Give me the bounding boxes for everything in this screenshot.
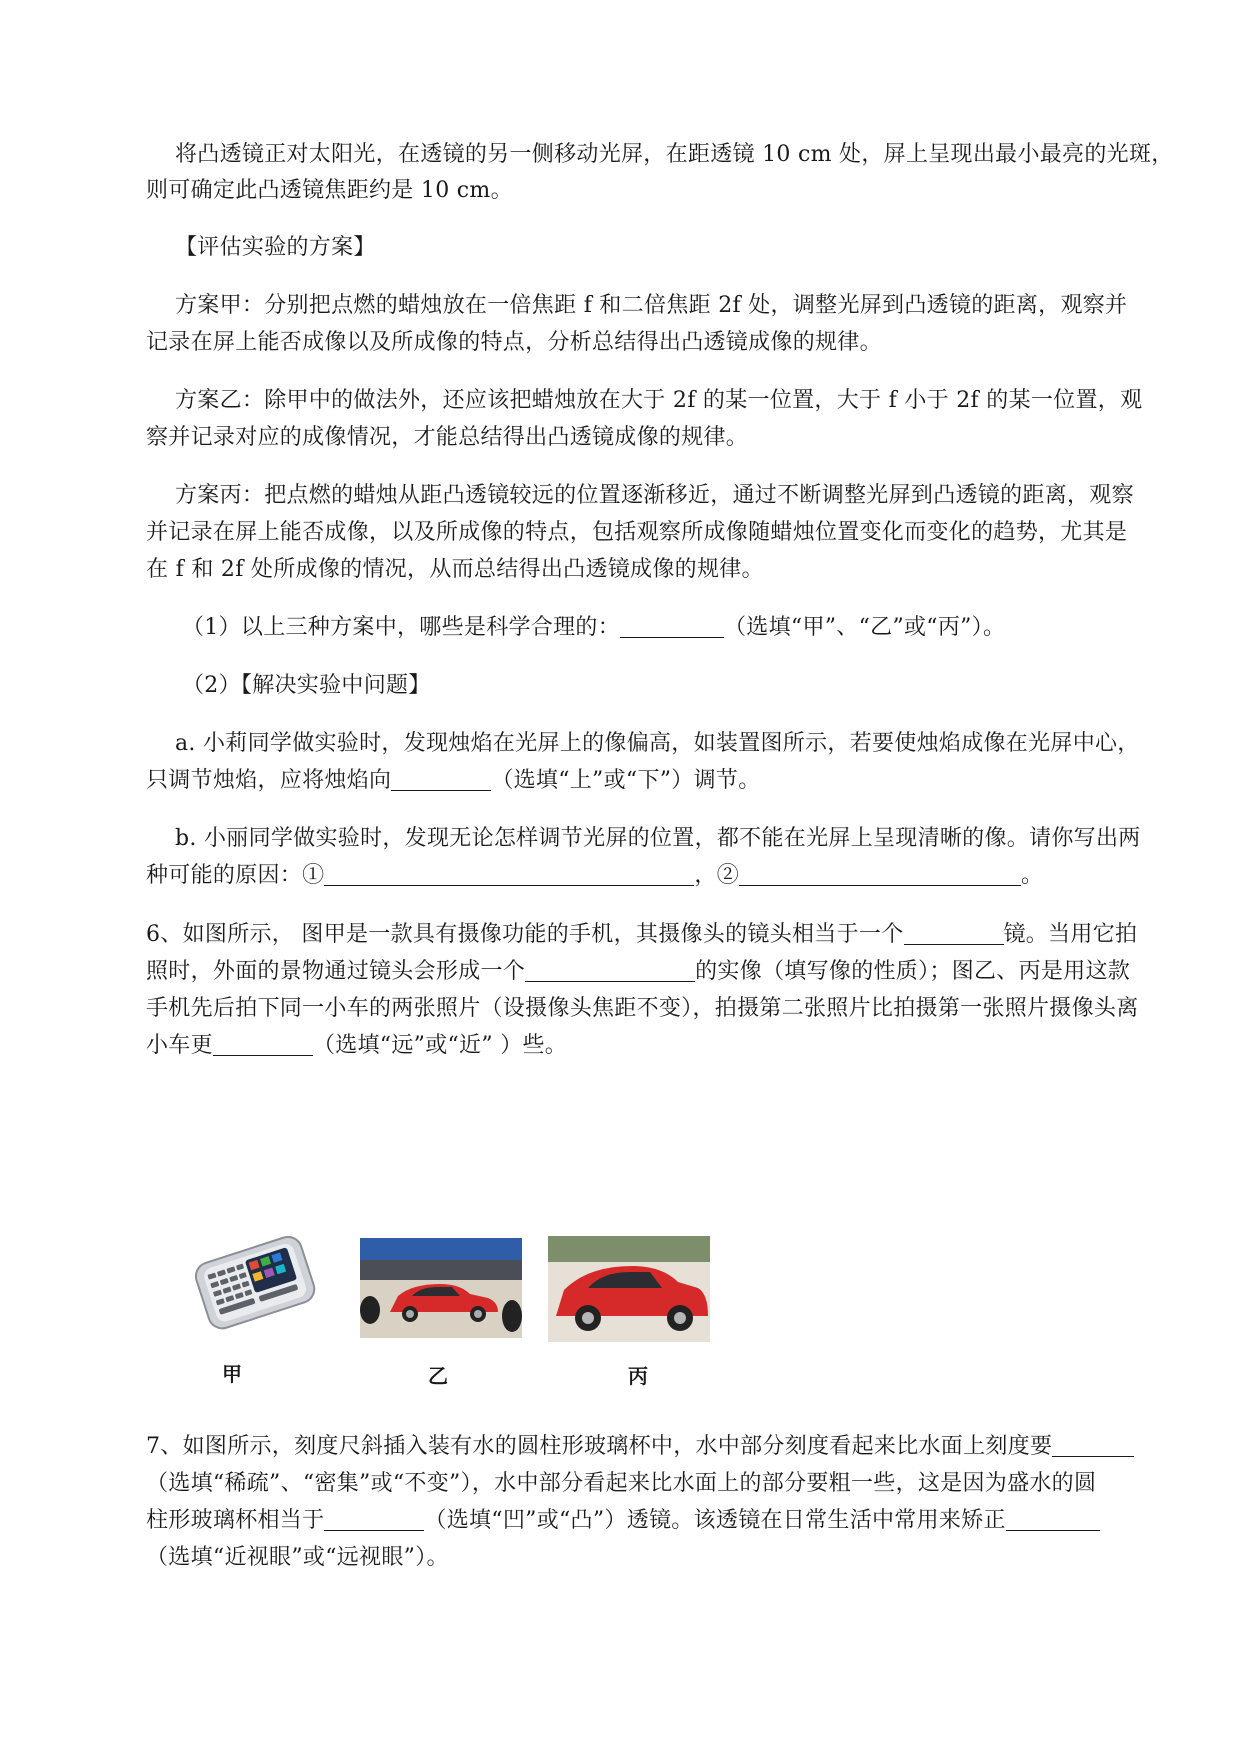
paragraph-focal-line-1: 将凸透镜正对太阳光，在透镜的另一侧移动光屏，在距透镜 10 cm 处，屏上呈现出最小最亮的光斑， xyxy=(175,142,1174,167)
question-7-text-3b: （选填“凹”或“凸”）透镜。该透镜在日常生活中常用来矫正 xyxy=(424,1508,1006,1533)
question-6-line-4 xyxy=(146,1031,567,1061)
question-7-text-3: 柱形玻璃杯相当于 xyxy=(146,1508,325,1533)
figure-caption-a: 甲 xyxy=(222,1362,242,1386)
question-7-line-1 xyxy=(146,1432,1134,1462)
answer-blank-q1[interactable] xyxy=(620,613,724,638)
question-b-line-2 xyxy=(146,861,1043,891)
question-7-line-4: （选填“近视眼”或“远视眼”）。 xyxy=(146,1545,449,1570)
question-2-heading: （2）【解决实验中问题】 xyxy=(182,673,431,698)
question-6-line-1 xyxy=(146,920,1137,950)
question-6-text-4: 小车更 xyxy=(146,1033,213,1058)
question-a-text: 只调节烛焰，应将烛焰向 xyxy=(146,768,392,793)
car-photo-near xyxy=(548,1236,710,1342)
plan-a-line-1: 方案甲：分别把点燃的蜡烛放在一倍焦距 f 和二倍焦距 2f 处，调整光屏到凸透镜的距离，观察并 xyxy=(175,293,1128,318)
answer-blank-qb-1[interactable] xyxy=(324,861,694,886)
plan-c-line-3: 在 f 和 2f 处所成像的情况，从而总结得出凸透镜成像的规律。 xyxy=(146,557,764,582)
answer-blank-qb-2[interactable] xyxy=(739,861,1021,886)
plan-a-line-2: 记录在屏上能否成像以及所成像的特点，分析总结得出凸透镜成像的规律。 xyxy=(146,330,882,355)
question-6-text-1b: 镜。当用它拍 xyxy=(1003,922,1138,947)
question-7-text-1: 7、如图所示，刻度尺斜插入装有水的圆柱形玻璃杯中，水中部分刻度看起来比水面上刻度要 xyxy=(146,1434,1053,1459)
answer-blank-q7-1[interactable] xyxy=(1052,1432,1134,1457)
plan-b-line-1: 方案乙：除甲中的做法外，还应该把蜡烛放在大于 2f 的某一位置，大于 f 小于 2f 的某一位置，观 xyxy=(175,388,1143,413)
figure-caption-c: 丙 xyxy=(628,1364,648,1388)
plan-b-line-2: 察并记录对应的成像情况，才能总结得出凸透镜成像的规律。 xyxy=(146,425,749,450)
car-photo-far xyxy=(360,1238,522,1338)
answer-blank-q6-3[interactable] xyxy=(213,1031,313,1056)
question-6-text-2: 照时，外面的景物通过镜头会形成一个 xyxy=(146,959,526,984)
answer-blank-q7-2[interactable] xyxy=(324,1506,424,1531)
question-6-text-4b: （选填“远”或“近” ）些。 xyxy=(312,1033,568,1058)
answer-blank-qa[interactable] xyxy=(391,766,491,791)
question-b-end: 。 xyxy=(1021,863,1044,888)
question-6-line-3: 手机先后拍下同一小车的两张照片（设摄像头焦距不变），拍摄第二张照片比拍摄第一张照片摄像头离 xyxy=(146,996,1139,1021)
plan-c-line-2: 并记录在屏上能否成像，以及所成像的特点，包括观察所成像随蜡烛位置变化而变化的趋势，尤其是 xyxy=(146,520,1128,545)
paragraph-focal-line-2: 则可确定此凸透镜焦距约是 10 cm。 xyxy=(146,178,513,203)
answer-blank-q6-2[interactable] xyxy=(525,957,695,982)
question-6-line-2 xyxy=(146,957,1130,987)
question-a-line-1: a. 小莉同学做实验时，发现烛焰在光屏上的像偏高，如装置图所示，若要使烛焰成像在光屏中心， xyxy=(175,731,1140,756)
question-b-line-1: b. 小丽同学做实验时，发现无论怎样调节光屏的位置，都不能在光屏上呈现清晰的像。请你写出两 xyxy=(175,826,1141,851)
question-b-separator: ，② xyxy=(694,863,740,888)
heading-evaluate-plan: 【评估实验的方案】 xyxy=(175,235,376,260)
question-6-text-1: 6、如图所示， 图甲是一款具有摄像功能的手机，其摄像头的镜头相当于一个 xyxy=(146,922,904,947)
question-b-text: 种可能的原因：① xyxy=(146,863,325,888)
answer-blank-q7-3[interactable] xyxy=(1006,1506,1100,1531)
answer-blank-q6-1[interactable] xyxy=(904,920,1004,945)
question-7-line-3 xyxy=(146,1506,1100,1536)
question-1-text: （1）以上三种方案中，哪些是科学合理的： xyxy=(182,615,620,640)
question-6-text-2b: 的实像（填写像的性质）；图乙、丙是用这款 xyxy=(695,959,1131,984)
figure-caption-b: 乙 xyxy=(428,1364,448,1388)
phone-image xyxy=(190,1230,325,1335)
question-7-line-2: （选填“稀疏”、“密集”或“不变”），水中部分看起来比水面上的部分要粗一些，这是因为盛水的圆 xyxy=(146,1471,1097,1496)
question-a-hint: （选填“上”或“下”）调节。 xyxy=(491,768,761,793)
plan-c-line-1: 方案丙：把点燃的蜡烛从距凸透镜较远的位置逐渐移近，通过不断调整光屏到凸透镜的距离，观察 xyxy=(175,483,1134,508)
question-1 xyxy=(182,613,1005,643)
question-a-line-2 xyxy=(146,766,761,796)
question-1-hint: （选填“甲”、“乙”或“丙”）。 xyxy=(724,615,1006,640)
